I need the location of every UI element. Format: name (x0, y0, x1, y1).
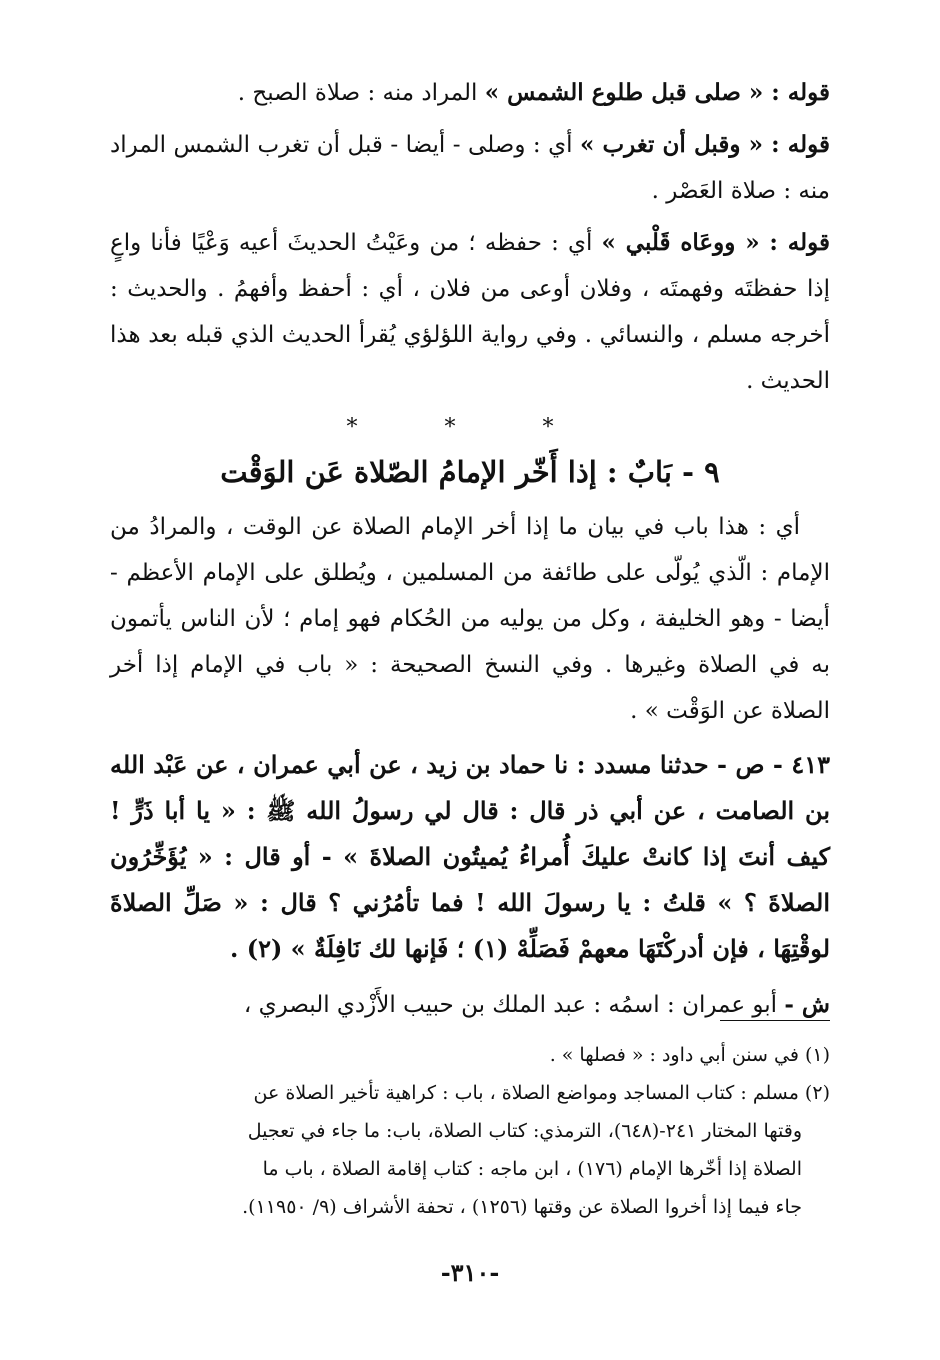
sharh-paragraph (110, 982, 830, 1028)
footnote-2-line-4: جاء فيما إذا أخروا الصلاة عن وقتها (١٢٥٦) ، تحفة الأشراف (٩/ ١١٩٥٠). (242, 1196, 802, 1218)
hadith-text: ٤١٣ - ص - حدثنا مسدد : نا حماد بن زيد ، عن أبي عمران ، عن عَبْد الله بن الصامت ، عن أبي ذر قال : قال لي رسولُ الله ﷺ : « يا أبا ذَرٍّ ! كيف أنتَ إذا كانتْ عليكَ أُمراءُ يُميتُون الصلاةَ » - أو قال : « يُؤَخِّرُون الصلاةَ ؟ » قلتُ : يا رسولَ الله ! فما تأمُرُني ؟ قال : « صَلِّ الصلاةَ لوقْتِهَا ، فإن أدركْتَهَا معهمْ فَصَلِّهْ (١) ؛ فَإنها لك نَافِلَةٌ » (٢) . (110, 750, 830, 963)
commentary-text: أي : حفظه ؛ من وعَيْتُ الحديثَ أعيه وَعْيًا فأنا واعٍ إذا حفظتَه وفهمتَه ، وفلان أوعى من فلان ، أي : أحفظ وأفهمُ . والحديث : أخرجه مسلم ، والنسائي . وفي رواية اللؤلؤي يُقرأ الحديث الذي قبله بعد هذا الحديث . (110, 230, 830, 394)
page-number: -٣١٠- (440, 1258, 500, 1287)
commentary-paragraph-2 (110, 122, 830, 214)
quoted-phrase: قوله : « وقبل أن تغرب » (579, 131, 830, 158)
quoted-phrase: قوله : « صلى قبل طلوع الشمس » (484, 79, 830, 106)
section-separator: * * * (346, 415, 594, 440)
quoted-phrase: قوله : « ووعَاه قَلْبي » (601, 229, 830, 256)
page-body (110, 70, 830, 1320)
footnote-2-line-2: وقتها المختار ٢٤١-(٦٤٨)، الترمذي: كتاب الصلاة، باب: ما جاء في تعجيل (247, 1120, 802, 1142)
footnotes (110, 1036, 830, 1226)
sharh-marker: ش - (784, 991, 830, 1018)
commentary-paragraph-3 (110, 220, 830, 404)
commentary-text: أي : وصلى - أيضا - قبل أن تغرب الشمس المراد منه : صلاة العَصْر . (110, 132, 830, 204)
footnote-2: (٢) مسلم : كتاب المساجد ومواضع الصلاة ، باب : كراهية تأخير الصلاة عن (253, 1082, 830, 1104)
commentary-paragraph-1 (110, 70, 830, 116)
commentary-text: المراد منه : صلاة الصبح . (237, 80, 485, 106)
footnote-2-line-3: الصلاة إذا أخّرها الإمام (١٧٦) ، ابن ماجه : كتاب إقامة الصلاة ، باب ما (262, 1158, 802, 1180)
chapter-heading: ٩ - بَابٌ : إذا أَخّر الإمامُ الصّلاة عَن الوَقْت (220, 455, 720, 489)
footnote-1: (١) في سنن أبي داود : « فصلها » . (549, 1044, 830, 1066)
sharh-text: أبو عمران : اسمُه : عبد الملك بن حبيب الأَزْدي البصري ، (243, 992, 785, 1018)
chapter-explanation: أي : هذا باب في بيان ما إذا أخر الإمام الصلاة عن الوقت ، والمرادُ من الإمام : الّذي يُولّى على طائفة من المسلمين ، ويُطلق على الإمام الأعظم - أيضا - وهو الخليفة ، وكل من يوليه من الحُكام فهو إمام ؛ لأن الناس يأتمون به في الصلاة وغيرها . وفي النسخ الصحيحة : « باب في الإمام إذا أخر الصلاة عن الوَقْت » . (110, 514, 830, 724)
footnote-divider (720, 1020, 830, 1021)
